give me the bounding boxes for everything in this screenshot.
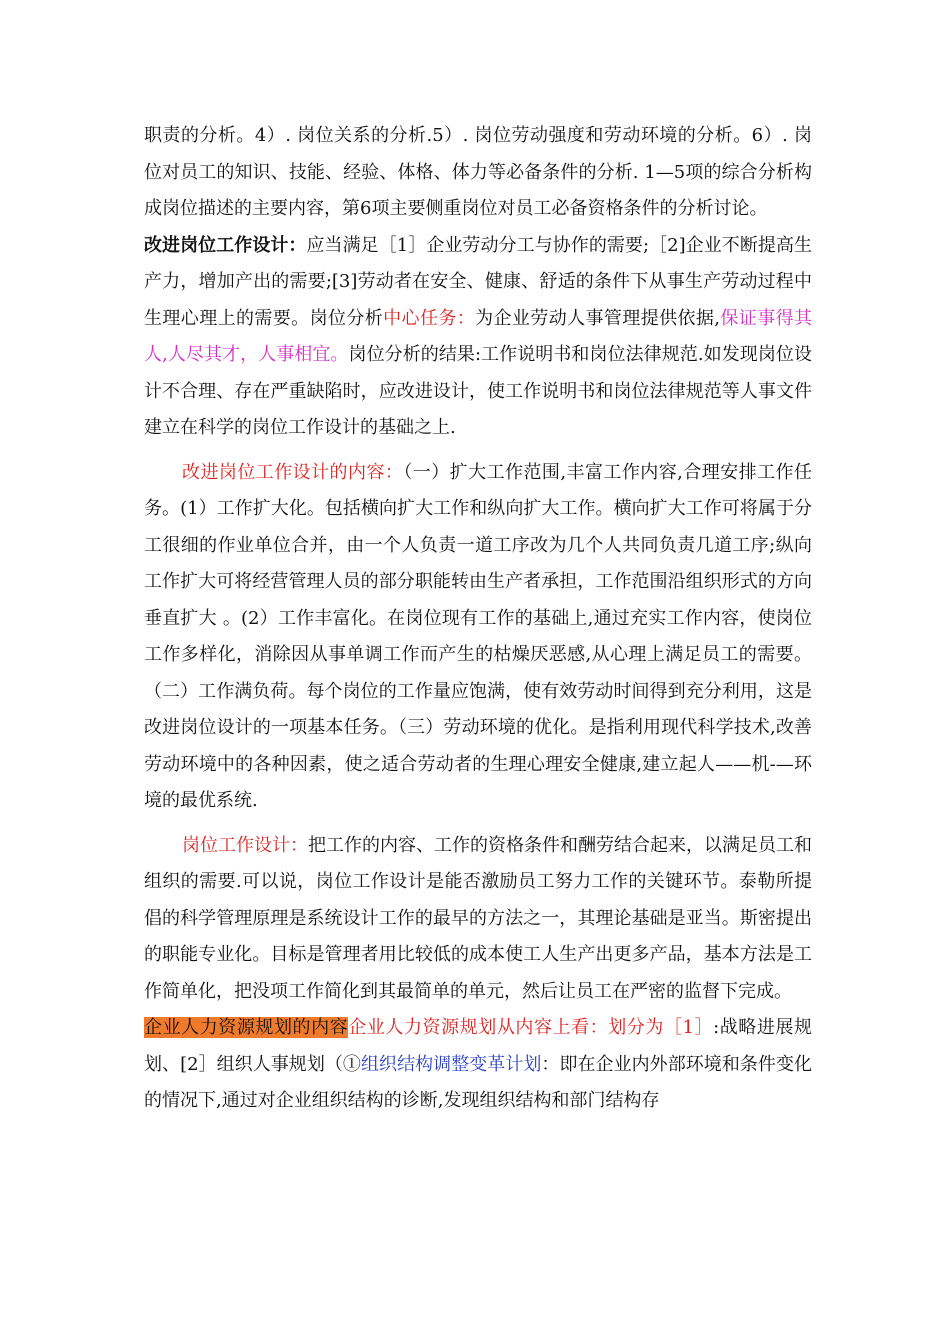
section-heading-improve-job-design: 改进岗位工作设计： <box>144 234 307 256</box>
section-heading-job-design: 岗位工作设计： <box>182 834 308 856</box>
paragraph-hr-planning <box>144 1010 812 1120</box>
paragraph-text: 岗位分析的结果:工作说明书和岗位法律规范.如发现岗位设计不合理、存在严重缺陷时，应改进设计，使工作说明书和岗位法律规范等人事文件建立在科学的岗位工作设计的基础之上. <box>144 344 812 438</box>
paragraph-text: 为企业劳动人事管理提供依据, <box>475 307 721 329</box>
red-highlight-text: 企业人力资源规划从内容上看：划分为［1］ <box>348 1017 714 1038</box>
document-body <box>144 118 812 1120</box>
paragraph-job-design-content <box>144 455 812 820</box>
magenta-highlight-text: 保证事得其人,人尽其才，人事相宜。 <box>144 307 812 365</box>
paragraph-text: 应当满足［1］企业劳动分工与协作的需要;［2]企业不断提高生产力，增加产出的需要;[3]劳动者在安全、健康、舒适的条件下从事生产劳动过程中生理心理上的需要。岗位分析 <box>144 234 813 329</box>
red-highlight-text: 中心任务： <box>383 307 476 329</box>
paragraph-text: 职责的分析。4）. 岗位关系的分析.5）. 岗位劳动强度和劳动环境的分析。6）. 岗位对员工的知识、技能、经验、体格、体力等必备条件的分析. 1—5项的综合分析构成岗位描述的主要内容，第6项主要侧重岗位对员工必备资格条件的分析讨论。 <box>144 125 812 219</box>
paragraph-text: 把工作的内容、工作的资格条件和酬劳结合起来，以满足员工和组织的需要.可以说，岗位工作设计是能否激励员工努力工作的关键环节。泰勒所提倡的科学管理原理是系统设计工作的最早的方法之一，其理论基础是亚当。斯密提出的职能专业化。目标是管理者用比较低的成本使工人生产出更多产品，基本方法是工作简单化，把没项工作简化到其最简单的单元，然后让员工在严密的监督下完成。 <box>144 834 812 1002</box>
paragraph-text: （一）扩大工作范围,丰富工作内容,合理安排工作任务。(1）工作扩大化。包括横向扩大工作和纵向扩大工作。横向扩大工作可将属于分工很细的作业单位合并，由一个人负责一道工序改为几个人共同负责几道工序;纵向工作扩大可将经营管理人员的部分职能转由生产者承担，工作范围沿组织形式的方向垂直扩大 。(2）工作丰富化。在岗位现有工作的基础上,通过充实工作内容，使岗位工作多样化，消除因从事单调工作而产生的枯燥厌恶感,从心理上满足员工的需要。（二）工作满负荷。每个岗位的工作量应饱满，使有效劳动时间得到充分利用，这是改进岗位设计的一项基本任务。（三）劳动环境的优化。是指利用现代科学技术,改善劳动环境中的各种因素，使之适合劳动者的生理心理安全健康,建立起人——机-—环境的最优系统. <box>144 461 813 811</box>
paragraph-job-design-definition <box>144 828 812 1011</box>
section-heading-job-design-content: 改进岗位工作设计的内容： <box>182 461 404 483</box>
blue-highlight-text: 组织结构调整变革计划 <box>360 1053 542 1075</box>
paragraph-text: :战略进展规划、[2］组织人事规划（① <box>144 1017 813 1075</box>
paragraph-text: ：即在企业内外部环境和条件变化的情况下,通过对企业组织结构的诊断,发现组织结构和部门结构存 <box>144 1053 812 1111</box>
highlighted-heading-hr-planning: 企业人力资源规划的内容 <box>144 1017 349 1038</box>
paragraph-job-analysis-items <box>144 118 812 228</box>
paragraph-improve-job-design <box>144 228 812 447</box>
